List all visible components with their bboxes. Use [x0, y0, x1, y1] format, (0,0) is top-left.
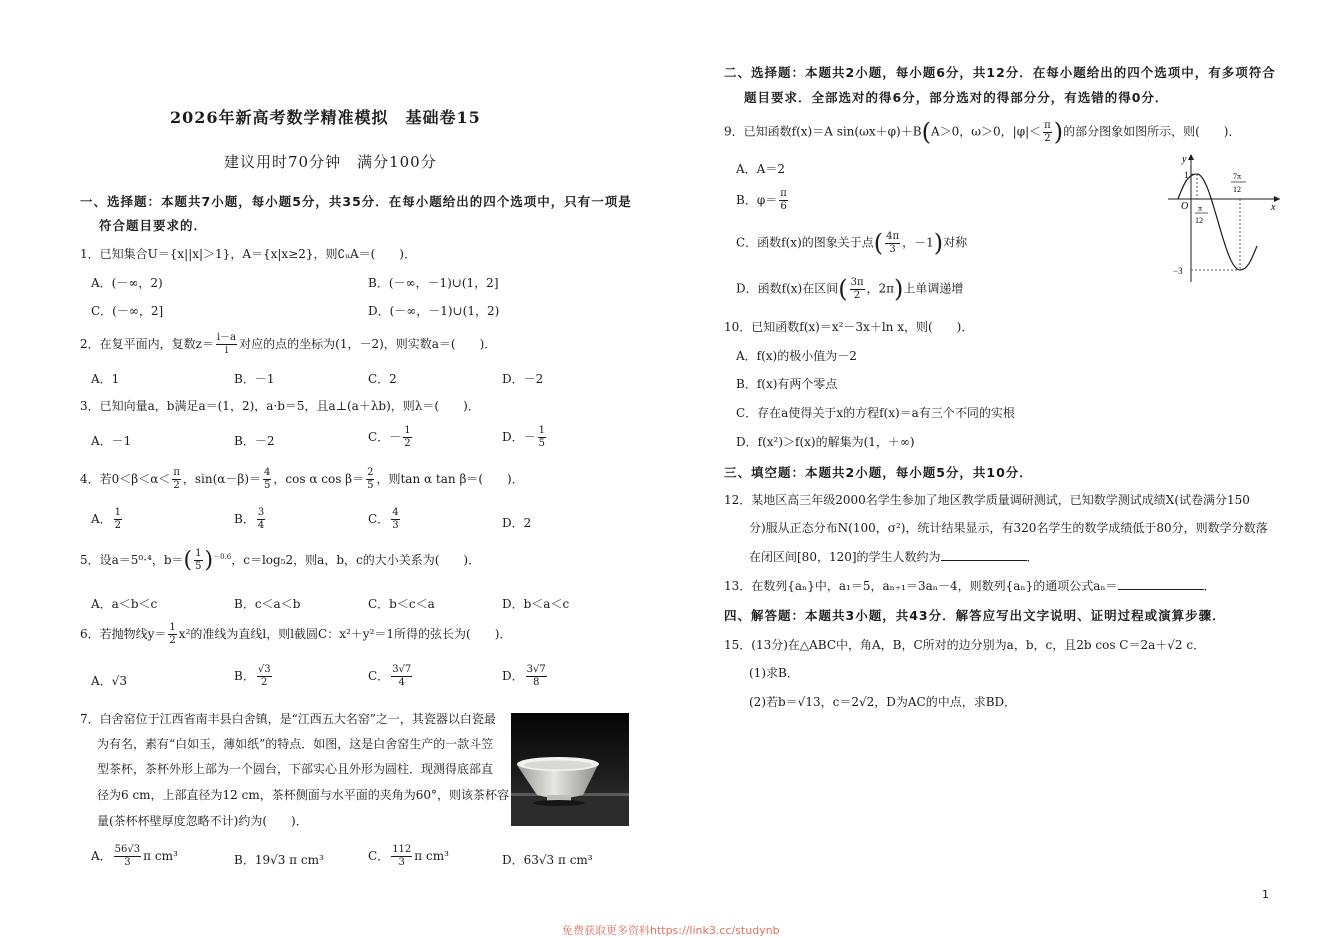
max-label: 1 — [1184, 170, 1189, 180]
q10-option-a: A．f(x)的极小值为－2 — [736, 349, 857, 363]
q7-option-a: A． $\frac{56√3}{3}$ π cm³ — [91, 844, 178, 868]
tick-2-den: 12 — [1233, 185, 1241, 194]
q9-option-c: C．函数f(x)的图象关于点( $\frac{4\pi}{3}$ ，－1)对称 — [736, 229, 968, 257]
tick-1-den: 12 — [1195, 216, 1203, 225]
q6-option-a: A．√3 — [91, 674, 127, 688]
q4-option-b: B． $\frac{3}{4}$ — [234, 507, 265, 531]
q2-stem: 2．在复平面内，复数z＝ $\frac{i-a}{i}$ 对应的点的坐标为(1，－2)，则实数a＝( )． — [80, 332, 497, 356]
q2-option-a: A．1 — [91, 372, 120, 386]
tick-2-num: 7π — [1233, 172, 1242, 181]
q9-stem: 9．已知函数f(x)＝A sin(ωx＋φ)＋B(A＞0，ω＞0，|φ|＜ $\frac{\pi}{2}$ )的部分图象如图所示，则( )． — [724, 118, 1241, 146]
q12-line-3: 在闭区间[80，120]的学生人数约为 ． — [749, 550, 1039, 564]
q2-option-d: D．－2 — [502, 372, 544, 386]
y-label: y — [1182, 154, 1187, 165]
q7-option-d: D．63√3 π cm³ — [502, 853, 593, 867]
q6-option-c: C． $\frac{3√7}{4}$ — [368, 664, 412, 688]
q6-option-b: B． $\frac{√3}{2}$ — [234, 664, 271, 688]
q10-stem: 10．已知函数f(x)＝x²－3x＋ln x，则( )． — [724, 320, 974, 334]
q12-line-1: 12．某地区高三年级2000名学生参加了地区教学质量调研测试，已知数学测试成绩X(试卷满分150 — [724, 493, 1250, 507]
sine-curve — [1178, 174, 1257, 270]
q4-option-d: D．2 — [502, 516, 532, 530]
page-number: 1 — [1262, 888, 1269, 901]
q1-option-a: A．(－∞，2) — [91, 276, 163, 290]
q5-option-b: B．c＜a＜b — [234, 597, 301, 611]
q9-option-d: D．函数f(x)在区间( $\frac{3\pi}{2}$ ，2π)上单调递增 — [736, 275, 964, 303]
q13-answer-blank — [1118, 578, 1204, 590]
q7-line-1: 7．白舍窑位于江西省南丰县白舍镇，是“江西五大名窑”之一，其瓷器以白瓷最 — [80, 712, 496, 726]
q10-option-b: B．f(x)有两个零点 — [736, 377, 838, 391]
q3-stem: 3．已知向量a，b满足a＝(1，2)，a·b＝5，且a⊥(a＋λb)，则λ＝( )． — [80, 399, 480, 413]
q10-option-d: D．f(x²)＞f(x)的解集为(1，＋∞) — [736, 435, 915, 449]
q3-option-d: D．－ $\frac{1}{5}$ — [502, 425, 545, 449]
q3-option-a: A．－1 — [91, 434, 132, 448]
q4-stem: 4．若0＜β＜α＜ $\frac{\pi}{2}$ ，sin(α－β)＝ $\frac{4}{5}$ ，cos α cos β＝ $\frac{2}{5}$ ，则tan α tan β＝( )． — [80, 467, 524, 491]
section-2-header: 二、选择题：本题共2小题，每小题6分，共12分．在每小题给出的四个选项中，有多项符合 — [724, 65, 1276, 80]
q7-line-2: 为有名，素有“白如玉，薄如纸”的特点．如图，这是白舍窑生产的一款斗笠 — [97, 737, 494, 751]
q4-option-a: A． $\frac{1}{2}$ — [91, 507, 122, 531]
q2-option-b: B．－1 — [234, 372, 275, 386]
q2-option-c: C．2 — [368, 372, 397, 386]
q6-option-d: D． $\frac{3√7}{8}$ — [502, 664, 546, 688]
q1-option-d: D．(－∞，－1)∪(1，2) — [368, 304, 500, 318]
q1-option-b: B．(－∞，－1)∪(1，2] — [368, 276, 499, 290]
q12-answer-blank — [941, 549, 1027, 561]
q7-line-5: 量(茶杯杯壁厚度忽略不计)约为( )． — [97, 814, 308, 828]
q15-part-1: (1)求B． — [749, 666, 799, 680]
paper-title: 2026年新高考数学精准模拟 基础卷15 — [170, 108, 481, 127]
section-3-header: 三、填空题：本题共2小题，每小题5分，共10分． — [724, 465, 1033, 480]
q4-option-c: C． $\frac{4}{3}$ — [368, 507, 399, 531]
y-axis-arrow — [1188, 154, 1194, 160]
footer-link[interactable]: 免费获取更多资料https://link3.cc/studynb — [562, 924, 780, 937]
q7-line-4: 径为6 cm，上部直径为12 cm，茶杯侧面与水平面的夹角为60°，则该茶杯容 — [97, 788, 510, 802]
q7-option-b: B．19√3 π cm³ — [234, 853, 324, 867]
q3-option-b: B．－2 — [234, 434, 275, 448]
q1-stem: 1．已知集合U＝{x||x|＞1}，A＝{x|x≥2}，则∁ᵤA＝( )． — [80, 247, 416, 261]
q5-option-d: D．b＜a＜c — [502, 597, 570, 611]
sine-graph — [1160, 150, 1282, 286]
q9-option-a: A．A＝2 — [736, 162, 785, 176]
paper-subtitle: 建议用时70分钟 满分100分 — [224, 153, 437, 171]
q7-line-3: 型茶杯，茶杯外形上部为一个圆台，下部实心且外形为圆柱．现测得底部直 — [97, 762, 494, 776]
min-label: −3 — [1173, 266, 1183, 276]
q1-option-c: C．(－∞，2] — [91, 304, 164, 318]
q13-stem: 13．在数列{aₙ}中，a₁＝5，aₙ₊₁＝3aₙ－4，则数列{aₙ}的通项公式aₙ＝ ． — [724, 579, 1216, 593]
q5-option-c: C．b＜c＜a — [368, 597, 435, 611]
section-1-header: 一、选择题：本题共7小题，每小题5分，共35分．在每小题给出的四个选项中，只有一项是 — [80, 194, 632, 209]
q9-option-b: B．φ＝ $\frac{\pi}{6}$ — [736, 188, 787, 212]
x-label: x — [1271, 202, 1276, 213]
origin-label: O — [1181, 201, 1189, 212]
section-4-header: 四、解答题：本题共3小题，共43分．解答应写出文字说明、证明过程或演算步骤． — [724, 608, 1226, 623]
q15-stem: 15．(13分)在△ABC中，角A，B，C所对的边分别为a，b，c，且2b cos C＝2a＋√2 c． — [724, 638, 1206, 652]
section-2-header-cont: 题目要求．全部选对的得6分，部分选对的得部分分，有选错的得0分． — [744, 90, 1169, 105]
section-1-header-cont: 符合题目要求的． — [99, 218, 208, 233]
tick-1-num: π — [1198, 204, 1203, 213]
q5-stem: 5．设a＝5⁰·⁴，b＝( $\frac{1}{5}$ )$^{-0.6}$，c＝log₅2，则a，b，c的大小关系为( )． — [80, 548, 481, 573]
q10-option-c: C．存在a使得关于x的方程f(x)＝a有三个不同的实根 — [736, 406, 1015, 420]
q12-line-2: 分)服从正态分布N(100，σ²)，统计结果显示，有320名学生的数学成绩低于80分，则数学分数落 — [749, 521, 1268, 535]
q3-option-c: C．－ $\frac{1}{2}$ — [368, 425, 411, 449]
q5-option-a: A．a＜b＜c — [91, 597, 158, 611]
q7-option-c: C． $\frac{112}{3}$ π cm³ — [368, 844, 449, 868]
q15-part-2: (2)若b＝√13，c＝2√2，D为AC的中点，求BD． — [749, 695, 1017, 709]
teacup-photo — [511, 713, 629, 826]
q6-stem: 6．若抛物线y＝ $\frac{1}{2}$ x²的准线为直线l，则l截圆C：x²＋y²＝1所得的弦长为( )． — [80, 622, 512, 646]
